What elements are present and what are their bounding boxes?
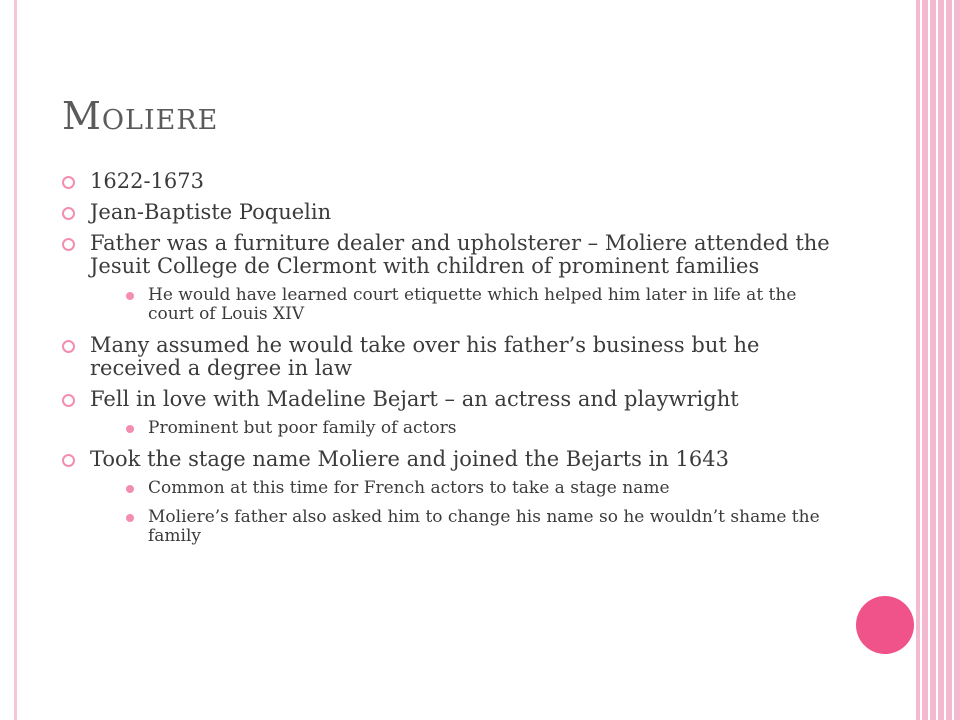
ring-bullet-icon bbox=[62, 454, 75, 467]
decorative-circle bbox=[856, 596, 914, 654]
dot-bullet-icon bbox=[126, 485, 134, 493]
bullet-list bbox=[62, 170, 842, 556]
sub-bullet-text: Moliere’s father also asked him to change his name so he wouldn’t shame the family bbox=[148, 507, 820, 546]
sub-bullet-text: He would have learned court etiquette which helped him later in life at the court of Louis XIV bbox=[148, 285, 797, 324]
bullet-item bbox=[62, 232, 842, 278]
bullet-text: Many assumed he would take over his father’s business but he received a degree in law bbox=[90, 333, 760, 380]
stripe-line bbox=[952, 0, 954, 720]
sub-bullet-text: Common at this time for French actors to take a stage name bbox=[148, 478, 670, 498]
bullet-text: 1622-1673 bbox=[90, 169, 204, 193]
bullet-text: Fell in love with Madeline Bejart – an actress and playwright bbox=[90, 387, 739, 411]
decorative-stripe-band bbox=[916, 0, 960, 720]
ring-bullet-icon bbox=[62, 238, 75, 251]
dot-bullet-icon bbox=[126, 425, 134, 433]
sub-bullet-item bbox=[126, 286, 842, 324]
dot-bullet-icon bbox=[126, 514, 134, 522]
stripe-line bbox=[928, 0, 930, 720]
bullet-text: Took the stage name Moliere and joined the Bejarts in 1643 bbox=[90, 447, 729, 471]
sub-bullet-item bbox=[126, 479, 842, 498]
stripe-line bbox=[944, 0, 946, 720]
stripe-line bbox=[936, 0, 938, 720]
bullet-item bbox=[62, 388, 842, 411]
ring-bullet-icon bbox=[62, 340, 75, 353]
sub-bullet-text: Prominent but poor family of actors bbox=[148, 418, 457, 438]
dot-bullet-icon bbox=[126, 292, 134, 300]
slide-title: Moliere bbox=[62, 94, 219, 138]
stripe-line bbox=[920, 0, 922, 720]
bullet-item bbox=[62, 201, 842, 224]
sub-bullet-item bbox=[126, 419, 842, 438]
sub-bullet-item bbox=[126, 508, 842, 546]
ring-bullet-icon bbox=[62, 394, 75, 407]
ring-bullet-icon bbox=[62, 176, 75, 189]
ring-bullet-icon bbox=[62, 207, 75, 220]
bullet-text: Jean-Baptiste Poquelin bbox=[90, 200, 332, 224]
bullet-item bbox=[62, 334, 842, 380]
bullet-item bbox=[62, 170, 842, 193]
bullet-item bbox=[62, 448, 842, 471]
bullet-text: Father was a furniture dealer and upholsterer – Moliere attended the Jesuit College de Clermont with children of prominent families bbox=[90, 231, 830, 278]
